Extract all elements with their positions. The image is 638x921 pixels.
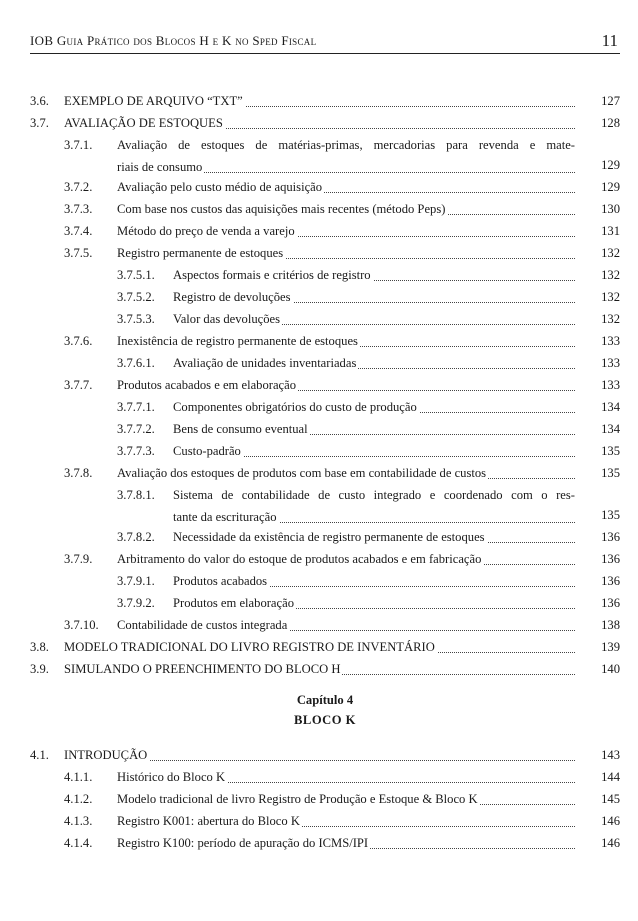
toc-entry-number: 3.7.5.3. [117, 312, 155, 326]
toc-entry-title-text: Bens de consumo eventual [173, 422, 308, 436]
toc-entry-page: 136 [601, 530, 620, 544]
toc-entry-title [173, 308, 575, 330]
toc-entry[interactable] [30, 418, 620, 440]
toc-entry-title [64, 112, 575, 134]
toc-entry-title [117, 548, 575, 570]
toc-entry-page: 135 [601, 444, 620, 458]
toc-entry-page: 140 [601, 662, 620, 676]
toc-entry[interactable] [30, 352, 620, 374]
toc-entry-page: 132 [601, 268, 620, 282]
toc-entry-number: 4.1.1. [64, 770, 93, 784]
toc-entry-title-text: Produtos acabados [173, 574, 268, 588]
page-number: 11 [601, 31, 618, 50]
toc-entry-title [64, 744, 575, 766]
toc-entry-title-text: Modelo tradicional de livro Registro de Produção e Estoque & Bloco K [117, 792, 478, 806]
toc-entry-title [173, 418, 575, 440]
toc-entry[interactable] [30, 374, 620, 396]
toc-entry-title-line: riais de consumo [117, 160, 203, 174]
toc-entry[interactable] [30, 526, 620, 548]
toc-entry[interactable] [30, 548, 620, 570]
header-title-part: e [212, 33, 222, 48]
table-of-contents [30, 90, 620, 854]
toc-entry-page: 136 [601, 574, 620, 588]
toc-entry-number: 3.7.3. [64, 202, 93, 216]
toc-entry-title-line: Sistema de contabilidade de custo integrado e coordenado com o res- [173, 488, 575, 502]
toc-entry-number: 3.7.2. [64, 180, 93, 194]
toc-entry-title [173, 592, 575, 614]
toc-entry-page: 131 [601, 224, 620, 238]
toc-entry-number: 3.7.5. [64, 246, 93, 260]
toc-entry-title-text: Valor das devoluções [173, 312, 281, 326]
toc-entry-page: 128 [601, 116, 620, 130]
toc-entry-number: 3.7.7.2. [117, 422, 155, 436]
toc-entry-title-text: SIMULANDO O PREENCHIMENTO DO BLOCO H [64, 662, 341, 676]
toc-entry-page: 143 [601, 748, 620, 762]
toc-entry-title-text: Custo-padrão [173, 444, 241, 458]
toc-entry-page: 144 [601, 770, 620, 784]
toc-entry-title-text: Arbitramento do valor do estoque de produtos acabados e em fabricação [117, 552, 482, 566]
toc-entry-page: 133 [601, 378, 620, 392]
chapter-heading [30, 690, 620, 730]
header-title-part: no [235, 33, 253, 48]
toc-entry[interactable] [30, 396, 620, 418]
toc-entry-page: 134 [601, 422, 620, 436]
toc-entry-number: 3.7.7. [64, 378, 93, 392]
toc-entry-number: 3.7.1. [64, 138, 93, 152]
header-title-part: Sped Fiscal [252, 33, 317, 48]
toc-entry-title-text: Registro K001: abertura do Bloco K [117, 814, 300, 828]
toc-entry-title [173, 286, 575, 308]
toc-entry-number: 3.9. [30, 662, 49, 676]
header-title-part: K [221, 33, 236, 48]
toc-entry-number: 3.7.6.1. [117, 356, 155, 370]
toc-entry-page: 133 [601, 334, 620, 348]
toc-entry-title-text: Aspectos formais e critérios de registro [173, 268, 371, 282]
toc-entry-page: 138 [601, 618, 620, 632]
toc-entry-page: 134 [601, 400, 620, 414]
toc-entry-title [117, 462, 575, 484]
toc-entry-number: 4.1. [30, 748, 49, 762]
toc-entry[interactable] [30, 220, 620, 242]
chapter-title: BLOCO K [294, 713, 356, 727]
toc-entry[interactable] [30, 744, 620, 766]
toc-entry[interactable] [30, 198, 620, 220]
toc-entry-page: 132 [601, 290, 620, 304]
toc-entry[interactable] [30, 462, 620, 484]
toc-entry-number: 3.7.7.1. [117, 400, 155, 414]
toc-entry-number: 3.7.9. [64, 552, 93, 566]
toc-entry-page: 130 [601, 202, 620, 216]
toc-entry[interactable] [30, 614, 620, 636]
toc-entry-title [117, 198, 575, 220]
toc-entry-number: 3.7.5.2. [117, 290, 155, 304]
toc-entry-number: 4.1.4. [64, 836, 93, 850]
toc-entry-number: 3.7.5.1. [117, 268, 155, 282]
toc-entry[interactable] [30, 570, 620, 592]
toc-entry-number: 4.1.3. [64, 814, 93, 828]
toc-entry-title [117, 614, 575, 636]
toc-entry-title [173, 396, 575, 418]
header-title-part: IOB [30, 33, 57, 48]
toc-entry-title-text: Com base nos custos das aquisições mais recentes (método Peps) [117, 202, 446, 216]
toc-entry-title [117, 220, 575, 242]
toc-entry[interactable] [30, 484, 620, 526]
toc-entry-page: 136 [601, 552, 620, 566]
toc-entry-number: 3.7.10. [64, 618, 99, 632]
toc-entry-number: 3.7.9.2. [117, 596, 155, 610]
toc-entry[interactable] [30, 264, 620, 286]
toc-entry-number: 3.7. [30, 116, 49, 130]
toc-entry-number: 3.7.4. [64, 224, 93, 238]
toc-entry-title-text: AVALIAÇÃO DE ESTOQUES [64, 116, 223, 130]
toc-entry[interactable] [30, 112, 620, 134]
toc-entry-title [117, 134, 575, 178]
toc-entry-number: 3.7.7.3. [117, 444, 155, 458]
toc-entry-title-text: Registro de devoluções [173, 290, 291, 304]
toc-entry-title-text: Avaliação dos estoques de produtos com base em contabilidade de custos [117, 466, 487, 480]
toc-entry[interactable] [30, 286, 620, 308]
toc-entry[interactable] [30, 90, 620, 112]
toc-entry-title [117, 810, 575, 832]
toc-entry-number: 3.6. [30, 94, 49, 108]
toc-entry-title [64, 90, 575, 112]
toc-entry-title [64, 658, 575, 680]
toc-entry-title-text: Produtos acabados e em elaboração [117, 378, 297, 392]
toc-entry[interactable] [30, 810, 620, 832]
toc-entry[interactable] [30, 592, 620, 614]
toc-entry-page: 129 [601, 180, 620, 194]
toc-entry[interactable] [30, 832, 620, 854]
toc-entry-title [64, 636, 575, 658]
toc-entry-title-text: MODELO TRADICIONAL DO LIVRO REGISTRO DE INVENTÁRIO [64, 640, 435, 654]
toc-entry-title-line: Avaliação de estoques de matérias-primas, mercadorias para revenda e mate- [117, 138, 575, 152]
toc-entry-page: 129 [601, 158, 620, 172]
running-header [30, 31, 620, 54]
toc-entry-title-text: Método do preço de venda a varejo [117, 224, 295, 238]
toc-section-chapter-4 [30, 744, 620, 854]
toc-entry-page: 135 [601, 466, 620, 480]
toc-entry-title-text: Registro K100: período de apuração do ICMS/IPI [117, 836, 369, 850]
toc-entry-title-text: Componentes obrigatórios do custo de produção [173, 400, 417, 414]
toc-entry-title-text: Necessidade da existência de registro permanente de estoques [173, 530, 485, 544]
toc-entry-number: 3.7.6. [64, 334, 93, 348]
toc-entry[interactable] [30, 658, 620, 680]
chapter-label: Capítulo 4 [296, 693, 354, 707]
toc-entry-title-text: Avaliação pelo custo médio de aquisição [117, 180, 323, 194]
toc-entry-page: 127 [601, 94, 620, 108]
toc-entry-title [173, 264, 575, 286]
toc-entry-title-text: Registro permanente de estoques [117, 246, 284, 260]
header-title-part: Guia Prático dos Blocos [56, 33, 200, 48]
toc-entry-title-text: Produtos em elaboração [173, 596, 294, 610]
toc-entry-number: 4.1.2. [64, 792, 93, 806]
toc-entry[interactable] [30, 308, 620, 330]
toc-entry-page: 132 [601, 312, 620, 326]
toc-entry-number: 3.7.8.1. [117, 488, 155, 502]
toc-entry-number: 3.7.9.1. [117, 574, 155, 588]
toc-entry-title [117, 242, 575, 264]
toc-entry-page: 139 [601, 640, 620, 654]
toc-entry[interactable] [30, 766, 620, 788]
header-title-part: H [199, 33, 213, 48]
toc-entry-title [173, 352, 575, 374]
toc-entry[interactable] [30, 440, 620, 462]
toc-entry-title [117, 374, 575, 396]
toc-entry[interactable] [30, 176, 620, 198]
toc-entry-number: 3.7.8. [64, 466, 93, 480]
toc-entry-title [173, 484, 575, 528]
toc-entry[interactable] [30, 330, 620, 352]
toc-entry-title [117, 330, 575, 352]
toc-entry-title-text: Inexistência de registro permanente de estoques [117, 334, 358, 348]
toc-entry-title [173, 526, 575, 548]
toc-entry-page: 136 [601, 596, 620, 610]
toc-entry-page: 133 [601, 356, 620, 370]
toc-entry-title-text: EXEMPLO DE ARQUIVO “TXT” [64, 94, 243, 108]
toc-entry-title [117, 766, 575, 788]
toc-section-chapter-3 [30, 90, 620, 680]
toc-entry-page: 145 [601, 792, 620, 806]
toc-entry-title [117, 788, 575, 810]
toc-entry-title-text: Contabilidade de custos integrada [117, 618, 288, 632]
toc-entry-number: 3.8. [30, 640, 49, 654]
toc-entry[interactable] [30, 134, 620, 176]
toc-entry-page: 135 [601, 508, 620, 522]
toc-entry-title [117, 832, 575, 854]
toc-entry[interactable] [30, 788, 620, 810]
toc-entry-page: 132 [601, 246, 620, 260]
header-title [30, 33, 316, 49]
toc-entry-title [173, 570, 575, 592]
toc-entry-title-text: Histórico do Bloco K [117, 770, 226, 784]
toc-entry-page: 146 [601, 814, 620, 828]
toc-entry-title-text: INTRODUÇÃO [64, 748, 148, 762]
toc-entry-page: 146 [601, 836, 620, 850]
toc-entry-title-text: Avaliação de unidades inventariadas [173, 356, 357, 370]
toc-entry-number: 3.7.8.2. [117, 530, 155, 544]
toc-entry[interactable] [30, 636, 620, 658]
toc-entry[interactable] [30, 242, 620, 264]
toc-entry-title [173, 440, 575, 462]
toc-entry-title-line: tante da escrituração [173, 510, 277, 524]
toc-entry-title [117, 176, 575, 198]
